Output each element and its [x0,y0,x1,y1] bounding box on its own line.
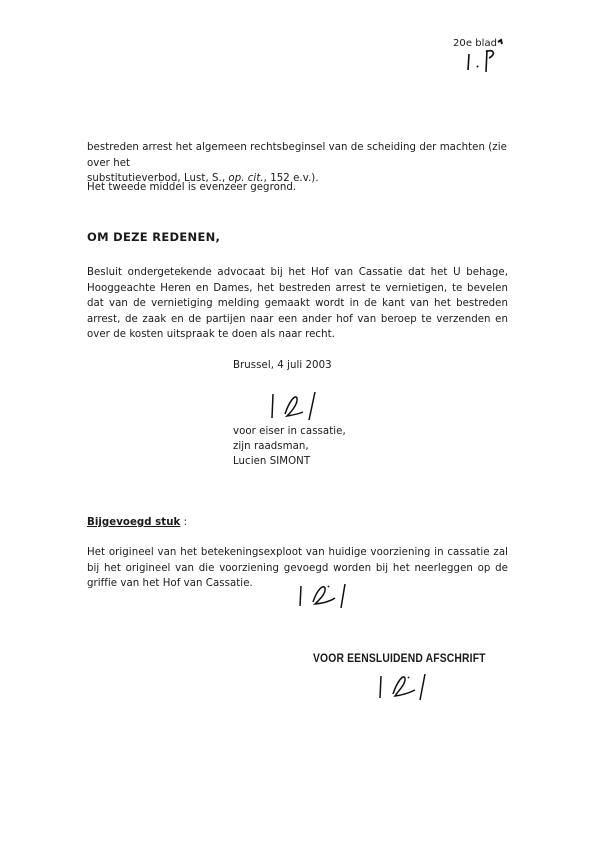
certified-copy-stamp: VOOR EENSLUIDEND AFSCHRIFT [313,651,486,665]
handwritten-initials-header [455,36,515,76]
signature-line-2: zijn raadsman, [233,441,309,452]
enclosure-text: Het origineel van het betekeningsexploot van huidige voorziening in cassatie zal bij het origineel van die voorziening gevoegd worden bij het neerleggen op de griffie van het Hof van Cassatie. [87,547,508,589]
handwritten-signature-2 [295,578,365,612]
section-heading: OM DEZE REDENEN, [87,230,221,244]
signature-line-1: voor eiser in cassatie, [233,426,346,437]
signature-line-3: Lucien SIMONT [233,456,311,467]
handwritten-signature-3 [375,668,445,704]
place-date: Brussel, 4 juli 2003 [233,360,332,371]
enclosure-heading: Bijgevoegd stuk : [87,517,188,528]
handwritten-signature-1 [265,388,335,424]
paragraph-2: Het tweede middel is evenzeer gegrond. [87,182,297,193]
paragraph-1: bestreden arrest het algemeen rechtsbeginsel van de scheiding der machten (zie over het substitutieverbod, Lust, S., op. cit., 152 e.v.). [87,142,507,184]
enclosure-label: Bijgevoegd stuk [87,517,181,528]
page-number: 20e blad [453,38,498,49]
paragraph-3: Besluit ondergetekende advocaat bij het Hof van Cassatie dat het U behage, Hooggeachte Heren en Dames, het bestreden arrest te vernietigen, te bevelen dat van de vernietiging melding gemaakt wordt in de kant van het bestreden arrest, de zaak en de partijen naar een ander hof van beroep te verzenden en over de kosten uitspraak te doen als naar recht. [87,267,508,340]
